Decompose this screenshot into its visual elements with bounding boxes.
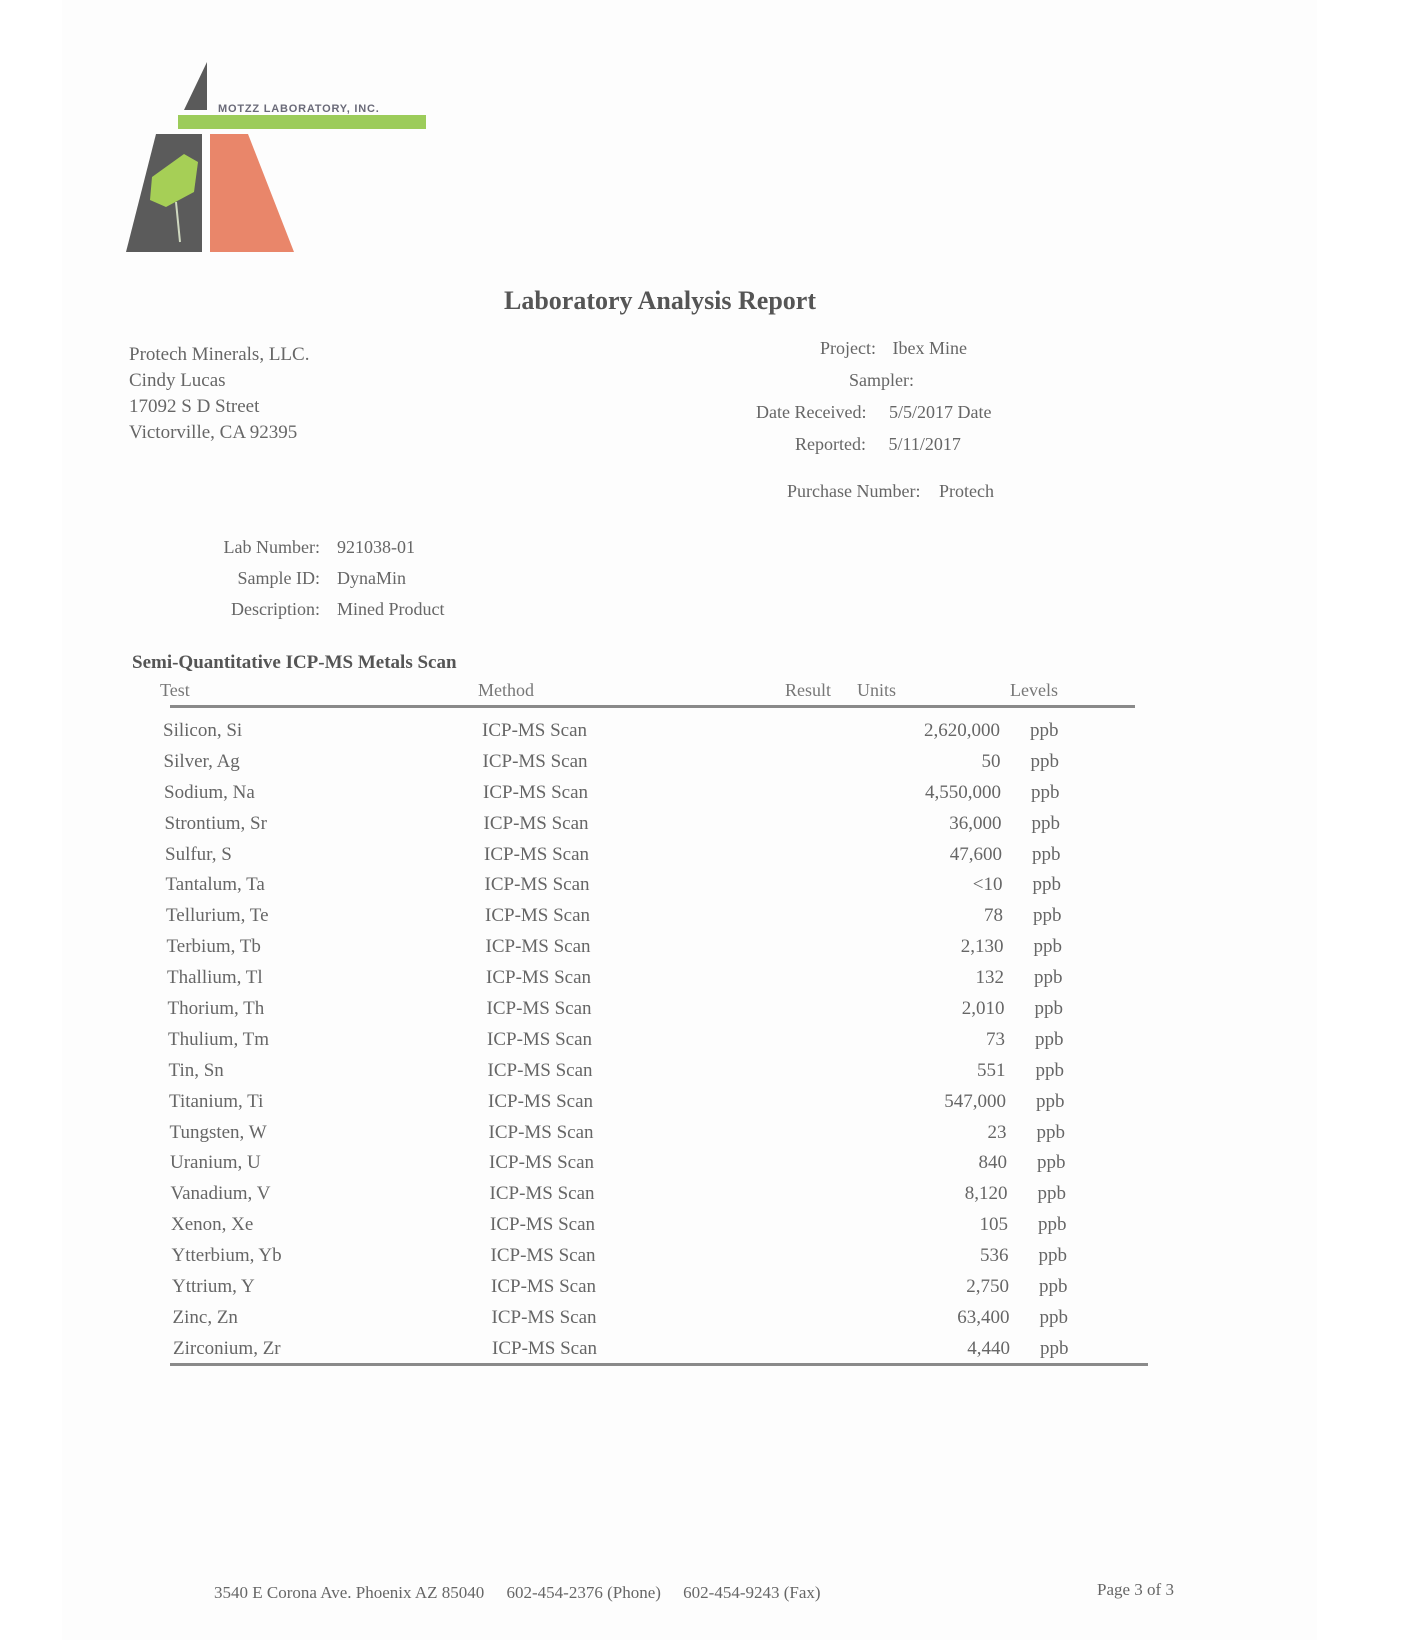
company-logo <box>126 62 426 257</box>
cell-result: 840 <box>978 1152 1007 1174</box>
cell-result: 4,440 <box>967 1337 1010 1359</box>
sampler-label: Sampler: <box>849 370 914 390</box>
table-row <box>163 903 1153 934</box>
description-label: Description: <box>231 599 320 619</box>
table-row <box>166 1089 1156 1120</box>
client-address-block <box>129 342 309 446</box>
cell-method: ICP-MS Scan <box>486 998 592 1020</box>
page-number: Page 3 of 3 <box>1097 1580 1174 1599</box>
cell-units: ppb <box>1038 1214 1067 1236</box>
cell-result: 36,000 <box>949 812 1002 834</box>
sampler-field <box>849 370 919 391</box>
table-row <box>165 996 1155 1027</box>
cell-result: 50 <box>981 750 1001 772</box>
date-received-label: Date Received: <box>756 402 867 422</box>
cell-units: ppb <box>1033 905 1062 927</box>
header-levels: Levels <box>1010 680 1058 700</box>
reported-field <box>795 434 961 455</box>
table-row <box>164 965 1154 996</box>
cell-method: ICP-MS Scan <box>490 1245 596 1267</box>
cell-result: 2,620,000 <box>924 720 1000 741</box>
cell-test: Tin, Sn <box>168 1059 224 1081</box>
cell-units: ppb <box>1034 967 1063 989</box>
sample-id-label: Sample ID: <box>237 568 320 588</box>
cell-method: ICP-MS Scan <box>491 1276 597 1298</box>
sample-id-field <box>160 563 445 594</box>
section-title: Semi-Quantitative ICP-MS Metals Scan <box>132 652 457 673</box>
table-row <box>162 811 1152 842</box>
project-field <box>820 338 967 359</box>
cell-test: Zirconium, Zr <box>173 1337 281 1359</box>
cell-units: ppb <box>1032 874 1061 896</box>
cell-method: ICP-MS Scan <box>491 1306 597 1328</box>
cell-result: 132 <box>975 967 1004 989</box>
footer-contact <box>214 1583 839 1603</box>
header-result: Result <box>785 680 832 700</box>
table-row <box>168 1181 1158 1212</box>
table-row <box>166 1058 1156 1089</box>
table-row <box>163 872 1153 903</box>
cell-units: ppb <box>1030 720 1059 741</box>
cell-method: ICP-MS Scan <box>492 1337 598 1359</box>
reported-label: Reported: <box>795 434 866 454</box>
cell-units: ppb <box>1033 936 1062 958</box>
cell-test: Thulium, Tm <box>168 1028 269 1050</box>
logo-green-bar <box>178 115 426 129</box>
table-row <box>162 842 1152 873</box>
table-row <box>167 1150 1157 1181</box>
cell-units: ppb <box>1039 1276 1068 1298</box>
cell-result: <10 <box>972 874 1003 896</box>
client-city-state-zip: Victorville, CA 92395 <box>129 422 298 443</box>
cell-test: Terbium, Tb <box>166 936 261 958</box>
cell-method: ICP-MS Scan <box>489 1183 595 1205</box>
footer-fax: 602-454-9243 (Fax) <box>683 1583 821 1602</box>
cell-units: ppb <box>1031 812 1060 834</box>
cell-units: ppb <box>1030 750 1059 772</box>
cell-test: Silicon, Si <box>163 720 243 741</box>
table-row <box>160 718 1150 749</box>
table-row <box>161 749 1151 780</box>
cell-test: Yttrium, Y <box>172 1276 255 1298</box>
header-method: Method <box>478 680 534 700</box>
cell-units: ppb <box>1038 1245 1067 1267</box>
cell-units: ppb <box>1035 1059 1064 1081</box>
table-bottom-rule <box>170 1363 1148 1366</box>
cell-method: ICP-MS Scan <box>490 1214 596 1236</box>
cell-result: 78 <box>984 905 1003 927</box>
table-row <box>170 1305 1160 1336</box>
lab-number-label: Lab Number: <box>223 537 320 557</box>
cell-test: Sodium, Na <box>164 781 255 803</box>
cell-test: Tantalum, Ta <box>165 874 265 896</box>
logo-orange-panel <box>210 134 294 252</box>
lab-number-value: 921038-01 <box>337 537 415 557</box>
cell-units: ppb <box>1039 1306 1068 1328</box>
project-label: Project: <box>820 338 876 358</box>
table-row <box>165 1027 1155 1058</box>
header-test: Test <box>160 680 190 700</box>
cell-method: ICP-MS Scan <box>483 781 589 803</box>
cell-method: ICP-MS Scan <box>482 750 588 772</box>
cell-test: Vanadium, V <box>170 1183 271 1205</box>
cell-method: ICP-MS Scan <box>487 1059 593 1081</box>
reported-value: 5/11/2017 <box>888 434 961 454</box>
cell-result: 105 <box>979 1214 1008 1236</box>
cell-method: ICP-MS Scan <box>488 1121 594 1143</box>
table-row <box>161 780 1151 811</box>
cell-units: ppb <box>1032 843 1061 865</box>
header-units: Units <box>857 680 897 700</box>
client-contact: Cindy Lucas <box>129 370 226 391</box>
cell-method: ICP-MS Scan <box>482 720 588 741</box>
description-value: Mined Product <box>337 599 445 619</box>
cell-result: 63,400 <box>957 1306 1010 1328</box>
cell-test: Tungsten, W <box>169 1121 267 1143</box>
cell-method: ICP-MS Scan <box>485 905 591 927</box>
client-street: 17092 S D Street <box>129 396 260 417</box>
table-row <box>164 934 1154 965</box>
lab-number-field <box>160 532 445 563</box>
cell-method: ICP-MS Scan <box>489 1152 595 1174</box>
cell-units: ppb <box>1037 1183 1066 1205</box>
cell-result: 2,010 <box>961 998 1005 1020</box>
cell-result: 23 <box>987 1121 1007 1143</box>
table-row <box>169 1243 1159 1274</box>
sample-id-value: DynaMin <box>337 568 406 588</box>
description-field <box>160 594 445 625</box>
cell-result: 547,000 <box>944 1090 1006 1112</box>
cell-test: Silver, Ag <box>163 750 240 772</box>
logo-company-name: MOTZZ LABORATORY, INC. <box>218 103 380 115</box>
cell-method: ICP-MS Scan <box>483 812 589 834</box>
purchase-number-label: Purchase Number: <box>787 481 921 501</box>
cell-test: Thorium, Th <box>167 998 265 1020</box>
footer-phone: 602-454-2376 (Phone) <box>506 1583 661 1602</box>
cell-method: ICP-MS Scan <box>484 874 590 896</box>
project-value: Ibex Mine <box>892 338 967 358</box>
cell-result: 2,130 <box>960 936 1004 958</box>
results-table-header <box>160 680 1150 706</box>
cell-test: Ytterbium, Yb <box>171 1245 282 1267</box>
cell-result: 8,120 <box>964 1183 1008 1205</box>
cell-method: ICP-MS Scan <box>486 967 592 989</box>
cell-test: Xenon, Xe <box>171 1214 254 1236</box>
footer-address: 3540 E Corona Ave. Phoenix AZ 85040 <box>214 1583 485 1602</box>
cell-test: Sulfur, S <box>165 843 232 865</box>
cell-result: 536 <box>980 1245 1009 1267</box>
cell-result: 73 <box>986 1028 1005 1050</box>
sample-info-block <box>160 532 445 625</box>
results-table-body <box>160 718 1150 1367</box>
purchase-number-value: Protech <box>938 481 994 501</box>
cell-method: ICP-MS Scan <box>488 1090 594 1112</box>
report-title: Laboratory Analysis Report <box>504 286 816 315</box>
table-row <box>167 1120 1157 1151</box>
cell-test: Zinc, Zn <box>172 1306 238 1328</box>
table-row <box>168 1212 1158 1243</box>
table-row <box>169 1274 1159 1305</box>
cell-test: Thallium, Tl <box>167 967 263 989</box>
cell-method: ICP-MS Scan <box>484 843 590 865</box>
cell-method: ICP-MS Scan <box>485 936 591 958</box>
cell-units: ppb <box>1040 1337 1069 1359</box>
cell-units: ppb <box>1035 1028 1064 1050</box>
cell-result: 47,600 <box>949 843 1002 865</box>
cell-result: 2,750 <box>966 1276 1009 1298</box>
cell-result: 551 <box>977 1059 1006 1081</box>
logo-dark-triangle-top <box>184 62 207 110</box>
table-header-rule <box>170 705 1135 708</box>
cell-units: ppb <box>1037 1152 1066 1174</box>
cell-units: ppb <box>1036 1090 1065 1112</box>
cell-method: ICP-MS Scan <box>487 1028 593 1050</box>
client-company: Protech Minerals, LLC. <box>129 344 310 365</box>
cell-units: ppb <box>1036 1121 1065 1143</box>
cell-units: ppb <box>1034 998 1063 1020</box>
cell-test: Titanium, Ti <box>169 1090 264 1112</box>
cell-units: ppb <box>1031 781 1060 803</box>
cell-test: Uranium, U <box>170 1152 261 1174</box>
date-received-field <box>756 402 991 423</box>
cell-test: Strontium, Sr <box>164 812 267 834</box>
cell-test: Tellurium, Te <box>166 905 269 927</box>
purchase-number-field <box>787 481 994 502</box>
cell-result: 4,550,000 <box>925 781 1001 803</box>
date-received-value: 5/5/2017 Date <box>888 402 992 422</box>
